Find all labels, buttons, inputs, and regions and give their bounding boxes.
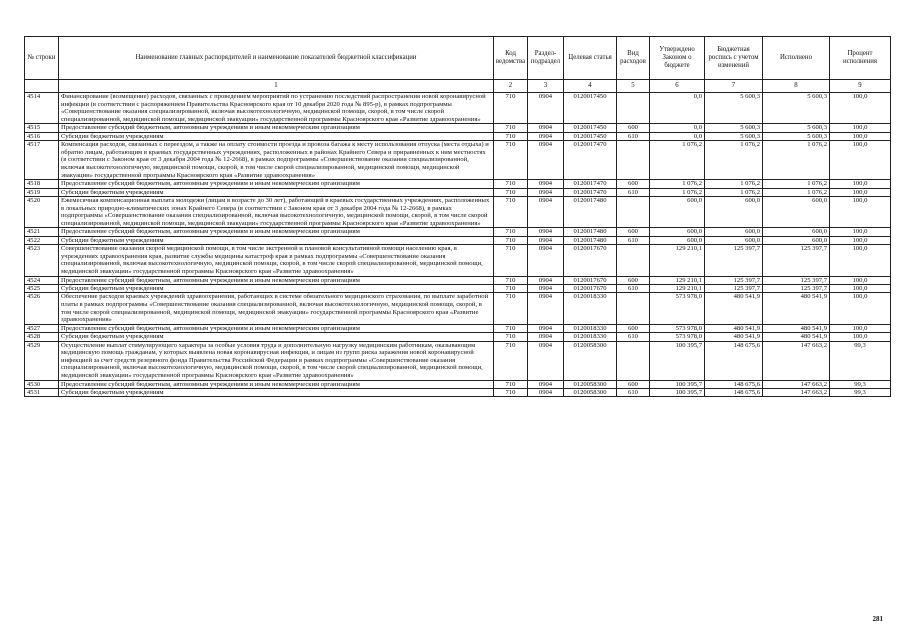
expense-type-cell: 610	[617, 388, 650, 396]
budget-table	[24, 36, 891, 397]
executed-cell: 125 397,7	[763, 276, 830, 284]
executed-cell: 147 663,2	[763, 388, 830, 396]
table-row	[25, 333, 891, 341]
section-cell: 0904	[528, 245, 564, 276]
row-name-cell: Компенсация расходов, связанных с переездом, а также на оплату стоимости проезда и провоза багажа к месту использования отпуска (места отдыха) и обратно лицам, работающим в краевых государственных учреждениях, расположенных в районах Крайнего Севера и приравненных к ним местностях (в соответствии с Законом края от 3 декабря 2004 года № 12-2668), в рамках подпрограммы «Совершенствование оказания специализированной, включая высокотехнологичную, медицинской помощи, скорой, в том числе скорой специализированной, медицинской помощи, медицинской эвакуации» государственной программы Красноярского края «Развитие здравоохранения»	[59, 141, 494, 180]
row-number-cell: 4514	[25, 93, 59, 124]
expense-type-cell	[617, 93, 650, 124]
approved-cell: 1 076,2	[650, 141, 705, 180]
percent-cell: 100,0	[830, 124, 891, 132]
target-article-cell: 0120017470	[564, 180, 617, 188]
percent-cell: 100,0	[830, 293, 891, 324]
budget-schedule-cell: 480 541,9	[705, 293, 763, 324]
approved-cell: 129 210,1	[650, 284, 705, 292]
row-number-cell: 4518	[25, 180, 59, 188]
row-number-cell: 4515	[25, 124, 59, 132]
approved-cell: 600,0	[650, 228, 705, 236]
row-name-cell: Субсидии бюджетным учреждениям	[59, 284, 494, 292]
header-expense-type: Вид расходов	[617, 37, 650, 80]
expense-type-cell: 600	[617, 180, 650, 188]
budget-schedule-cell: 125 397,7	[705, 276, 763, 284]
row-number-cell: 4521	[25, 228, 59, 236]
dept-code-cell: 710	[494, 188, 528, 196]
budget-schedule-cell: 148 675,6	[705, 388, 763, 396]
budget-schedule-cell: 125 397,7	[705, 284, 763, 292]
percent-cell: 99,3	[830, 341, 891, 380]
section-cell: 0904	[528, 388, 564, 396]
approved-cell: 100 395,7	[650, 380, 705, 388]
dept-code-cell: 710	[494, 284, 528, 292]
section-cell: 0904	[528, 228, 564, 236]
executed-cell: 1 076,2	[763, 180, 830, 188]
section-cell: 0904	[528, 188, 564, 196]
row-name-cell: Субсидии бюджетным учреждениям	[59, 236, 494, 244]
target-article-cell: 0120017450	[564, 132, 617, 140]
budget-schedule-cell: 5 600,3	[705, 132, 763, 140]
section-cell: 0904	[528, 276, 564, 284]
percent-cell: 100,0	[830, 333, 891, 341]
column-number: 6	[650, 80, 705, 93]
row-number-cell: 4528	[25, 333, 59, 341]
table-row	[25, 388, 891, 396]
budget-report-sheet	[24, 36, 890, 397]
target-article-cell: 0120058300	[564, 380, 617, 388]
dept-code-cell: 710	[494, 388, 528, 396]
expense-type-cell	[617, 196, 650, 227]
row-number-cell: 4530	[25, 380, 59, 388]
table-row	[25, 236, 891, 244]
table-row	[25, 196, 891, 227]
row-number-cell: 4519	[25, 188, 59, 196]
column-number: 1	[59, 80, 494, 93]
percent-cell: 100,0	[830, 141, 891, 180]
header-approved: Утверждено Законом о бюджете	[650, 37, 705, 80]
row-name-cell: Осуществление выплат стимулирующего характера за особые условия труда и дополнительную нагрузку медицинским работникам, оказывающим медицинскую помощь гражданам, у которых выявлена новая коронавирусная инфекция, и лицам из групп риска заражения новой коронавирусной инфекцией за счет средств резервного фонда Правительства Российской Федерации в рамках подпрограммы «Совершенствование оказания специализированной, включая высокотехнологичную, медицинской помощи, скорой, в том числе скорой специализированной, медицинской помощи, медицинской эвакуации» государственной программы Красноярского края «Развитие здравоохранения»	[59, 341, 494, 380]
budget-schedule-cell: 125 397,7	[705, 245, 763, 276]
column-number: 5	[617, 80, 650, 93]
header-percent: Процент исполнения	[830, 37, 891, 80]
table-header	[25, 37, 891, 93]
table-body	[25, 93, 891, 397]
target-article-cell: 0120017480	[564, 196, 617, 227]
expense-type-cell: 600	[617, 124, 650, 132]
executed-cell: 600,0	[763, 228, 830, 236]
header-name: Наименование главных распорядителей и наименование показателей бюджетной классификации	[59, 37, 494, 80]
table-row	[25, 293, 891, 324]
row-name-cell: Совершенствование оказания скорой медицинской помощи, в том числе экстренной и плановой консультативной помощи населению края, в учреждениях здравоохранения края, развитие службы медицины катастроф края в рамках подпрограммы «Совершенствование оказания специализированной, включая высокотехнологичную, медицинской помощи, скорой, в том числе скорой специализированной, медицинской помощи, медицинской эвакуации» государственной программы Красноярского края «Развитие здравоохранения»	[59, 245, 494, 276]
target-article-cell: 0120017670	[564, 284, 617, 292]
table-row	[25, 276, 891, 284]
percent-cell: 100,0	[830, 93, 891, 124]
expense-type-cell: 600	[617, 380, 650, 388]
target-article-cell: 0120058300	[564, 341, 617, 380]
expense-type-cell	[617, 245, 650, 276]
executed-cell: 600,0	[763, 236, 830, 244]
header-budget-schedule: Бюджетная роспись с учетом изменений	[705, 37, 763, 80]
executed-cell: 1 076,2	[763, 141, 830, 180]
header-dept-code: Код ведомства	[494, 37, 528, 80]
executed-cell: 1 076,2	[763, 188, 830, 196]
approved-cell: 129 210,1	[650, 245, 705, 276]
table-row	[25, 228, 891, 236]
target-article-cell: 0120017470	[564, 141, 617, 180]
budget-schedule-cell: 600,0	[705, 196, 763, 227]
executed-cell: 480 541,9	[763, 333, 830, 341]
percent-cell: 99,3	[830, 388, 891, 396]
percent-cell: 100,0	[830, 228, 891, 236]
percent-cell: 100,0	[830, 284, 891, 292]
budget-schedule-cell: 600,0	[705, 228, 763, 236]
dept-code-cell: 710	[494, 93, 528, 124]
budget-schedule-cell: 148 675,6	[705, 380, 763, 388]
row-name-cell: Предоставление субсидий бюджетным, автономным учреждениям и иным некоммерческим организациям	[59, 180, 494, 188]
percent-cell: 99,3	[830, 380, 891, 388]
column-number: 3	[528, 80, 564, 93]
dept-code-cell: 710	[494, 380, 528, 388]
section-cell: 0904	[528, 196, 564, 227]
dept-code-cell: 710	[494, 236, 528, 244]
column-number: 7	[705, 80, 763, 93]
row-number-cell: 4531	[25, 388, 59, 396]
row-name-cell: Предоставление субсидий бюджетным, автономным учреждениям и иным некоммерческим организациям	[59, 228, 494, 236]
budget-schedule-cell: 5 600,3	[705, 93, 763, 124]
approved-cell: 100 395,7	[650, 341, 705, 380]
target-article-cell: 0120058300	[564, 388, 617, 396]
column-number-row	[25, 80, 891, 93]
row-number-cell: 4526	[25, 293, 59, 324]
column-number: 2	[494, 80, 528, 93]
row-name-cell: Ежемесячная компенсационная выплата молодежи (лицам в возрасте до 30 лет), работающей в краевых государственных учреждениях, расположенных в локальных природно-климатических зонах Крайнего Севера (в соответствии с Законом края от 3 декабря 2004 года № 12-2668), в рамках подпрограммы «Совершенствование оказания специализированной, включая высокотехнологичную, медицинской помощи, скорой, в том числе скорой специализированной, медицинской помощи, медицинской эвакуации» государственной программы Красноярского края «Развитие здравоохранения»	[59, 196, 494, 227]
dept-code-cell: 710	[494, 293, 528, 324]
section-cell: 0904	[528, 124, 564, 132]
table-row	[25, 93, 891, 124]
percent-cell: 100,0	[830, 132, 891, 140]
approved-cell: 0,0	[650, 124, 705, 132]
expense-type-cell	[617, 293, 650, 324]
dept-code-cell: 710	[494, 276, 528, 284]
header-row-number: № строки	[25, 37, 59, 80]
table-row	[25, 124, 891, 132]
dept-code-cell: 710	[494, 245, 528, 276]
section-cell: 0904	[528, 236, 564, 244]
row-name-cell: Субсидии бюджетным учреждениям	[59, 132, 494, 140]
section-cell: 0904	[528, 141, 564, 180]
expense-type-cell	[617, 141, 650, 180]
target-article-cell: 0120017670	[564, 276, 617, 284]
budget-schedule-cell: 1 076,2	[705, 180, 763, 188]
approved-cell: 600,0	[650, 236, 705, 244]
dept-code-cell: 710	[494, 228, 528, 236]
approved-cell: 129 210,1	[650, 276, 705, 284]
approved-cell: 573 978,0	[650, 333, 705, 341]
row-number-cell: 4520	[25, 196, 59, 227]
percent-cell: 100,0	[830, 276, 891, 284]
budget-schedule-cell: 148 675,6	[705, 341, 763, 380]
percent-cell: 100,0	[830, 180, 891, 188]
dept-code-cell: 710	[494, 341, 528, 380]
expense-type-cell: 600	[617, 324, 650, 332]
row-name-cell: Предоставление субсидий бюджетным, автономным учреждениям и иным некоммерческим организациям	[59, 380, 494, 388]
percent-cell: 100,0	[830, 196, 891, 227]
budget-schedule-cell: 600,0	[705, 236, 763, 244]
dept-code-cell: 710	[494, 324, 528, 332]
section-cell: 0904	[528, 284, 564, 292]
budget-schedule-cell: 1 076,2	[705, 188, 763, 196]
row-number-cell: 4524	[25, 276, 59, 284]
section-cell: 0904	[528, 293, 564, 324]
approved-cell: 1 076,2	[650, 188, 705, 196]
page-number: 281	[872, 615, 883, 623]
executed-cell: 147 663,2	[763, 341, 830, 380]
column-number: 4	[564, 80, 617, 93]
approved-cell: 100 395,7	[650, 388, 705, 396]
executed-cell: 5 600,3	[763, 132, 830, 140]
approved-cell: 600,0	[650, 196, 705, 227]
expense-type-cell: 600	[617, 276, 650, 284]
column-number: 9	[830, 80, 891, 93]
dept-code-cell: 710	[494, 333, 528, 341]
approved-cell: 0,0	[650, 93, 705, 124]
row-number-cell: 4522	[25, 236, 59, 244]
dept-code-cell: 710	[494, 141, 528, 180]
table-row	[25, 324, 891, 332]
table-row	[25, 284, 891, 292]
section-cell: 0904	[528, 341, 564, 380]
expense-type-cell	[617, 341, 650, 380]
header-executed: Исполнено	[763, 37, 830, 80]
approved-cell: 573 978,0	[650, 324, 705, 332]
section-cell: 0904	[528, 333, 564, 341]
table-row	[25, 132, 891, 140]
expense-type-cell: 610	[617, 236, 650, 244]
approved-cell: 573 978,0	[650, 293, 705, 324]
percent-cell: 100,0	[830, 245, 891, 276]
row-name-cell: Предоставление субсидий бюджетным, автономным учреждениям и иным некоммерческим организациям	[59, 324, 494, 332]
target-article-cell: 0120017480	[564, 236, 617, 244]
target-article-cell: 0120017450	[564, 124, 617, 132]
target-article-cell: 0120018330	[564, 293, 617, 324]
section-cell: 0904	[528, 132, 564, 140]
row-name-cell: Предоставление субсидий бюджетным, автономным учреждениям и иным некоммерческим организациям	[59, 124, 494, 132]
row-number-cell: 4529	[25, 341, 59, 380]
dept-code-cell: 710	[494, 196, 528, 227]
executed-cell: 147 663,2	[763, 380, 830, 388]
approved-cell: 0,0	[650, 132, 705, 140]
target-article-cell: 0120017470	[564, 188, 617, 196]
table-row	[25, 341, 891, 380]
target-article-cell: 0120017670	[564, 245, 617, 276]
column-number	[25, 80, 59, 93]
row-name-cell: Финансирование (возмещение) расходов, связанных с проведением мероприятий по устранению последствий распространения новой коронавирусной инфекции (в соответствии с распоряжением Правительства Красноярского края от 10 декабря 2020 года № 895-р), в рамках подпрограммы «Совершенствование оказания специализированной, включая высокотехнологичную, медицинской помощи, скорой, в том числе скорой специализированной, медицинской помощи, медицинской эвакуации» государственной программы Красноярского края «Развитие здравоохранения»	[59, 93, 494, 124]
section-cell: 0904	[528, 180, 564, 188]
section-cell: 0904	[528, 380, 564, 388]
row-number-cell: 4525	[25, 284, 59, 292]
table-row	[25, 380, 891, 388]
target-article-cell: 0120017450	[564, 93, 617, 124]
executed-cell: 125 397,7	[763, 284, 830, 292]
row-name-cell: Субсидии бюджетным учреждениям	[59, 188, 494, 196]
percent-cell: 100,0	[830, 188, 891, 196]
executed-cell: 600,0	[763, 196, 830, 227]
budget-schedule-cell: 480 541,9	[705, 333, 763, 341]
percent-cell: 100,0	[830, 236, 891, 244]
dept-code-cell: 710	[494, 180, 528, 188]
percent-cell: 100,0	[830, 324, 891, 332]
target-article-cell: 0120018330	[564, 324, 617, 332]
table-row	[25, 180, 891, 188]
section-cell: 0904	[528, 324, 564, 332]
dept-code-cell: 710	[494, 124, 528, 132]
expense-type-cell: 610	[617, 132, 650, 140]
row-name-cell: Субсидии бюджетным учреждениям	[59, 333, 494, 341]
column-number: 8	[763, 80, 830, 93]
row-name-cell: Предоставление субсидий бюджетным, автономным учреждениям и иным некоммерческим организациям	[59, 276, 494, 284]
executed-cell: 480 541,9	[763, 324, 830, 332]
row-number-cell: 4527	[25, 324, 59, 332]
table-row	[25, 245, 891, 276]
budget-schedule-cell: 1 076,2	[705, 141, 763, 180]
approved-cell: 1 076,2	[650, 180, 705, 188]
expense-type-cell: 600	[617, 228, 650, 236]
executed-cell: 5 600,3	[763, 124, 830, 132]
row-number-cell: 4516	[25, 132, 59, 140]
table-row	[25, 188, 891, 196]
row-number-cell: 4517	[25, 141, 59, 180]
budget-schedule-cell: 5 600,3	[705, 124, 763, 132]
header-target-article: Целевая статья	[564, 37, 617, 80]
table-row	[25, 141, 891, 180]
target-article-cell: 0120018330	[564, 333, 617, 341]
expense-type-cell: 610	[617, 333, 650, 341]
row-name-cell: Субсидии бюджетным учреждениям	[59, 388, 494, 396]
dept-code-cell: 710	[494, 132, 528, 140]
row-number-cell: 4523	[25, 245, 59, 276]
executed-cell: 125 397,7	[763, 245, 830, 276]
section-cell: 0904	[528, 93, 564, 124]
budget-schedule-cell: 480 541,9	[705, 324, 763, 332]
target-article-cell: 0120017480	[564, 228, 617, 236]
executed-cell: 5 600,3	[763, 93, 830, 124]
expense-type-cell: 610	[617, 284, 650, 292]
header-section: Раздел-подраздел	[528, 37, 564, 80]
row-name-cell: Обеспечение расходов краевых учреждений здравоохранения, работающих в системе обязательного медицинского страхования, по выплате заработной платы в рамках подпрограммы «Совершенствование оказания специализированной, включая высокотехнологичную, медицинской помощи, скорой, в том числе скорой специализированной, медицинской помощи, медицинской эвакуации» государственной программы Красноярского края «Развитие здравоохранения»	[59, 293, 494, 324]
expense-type-cell: 610	[617, 188, 650, 196]
executed-cell: 480 541,9	[763, 293, 830, 324]
